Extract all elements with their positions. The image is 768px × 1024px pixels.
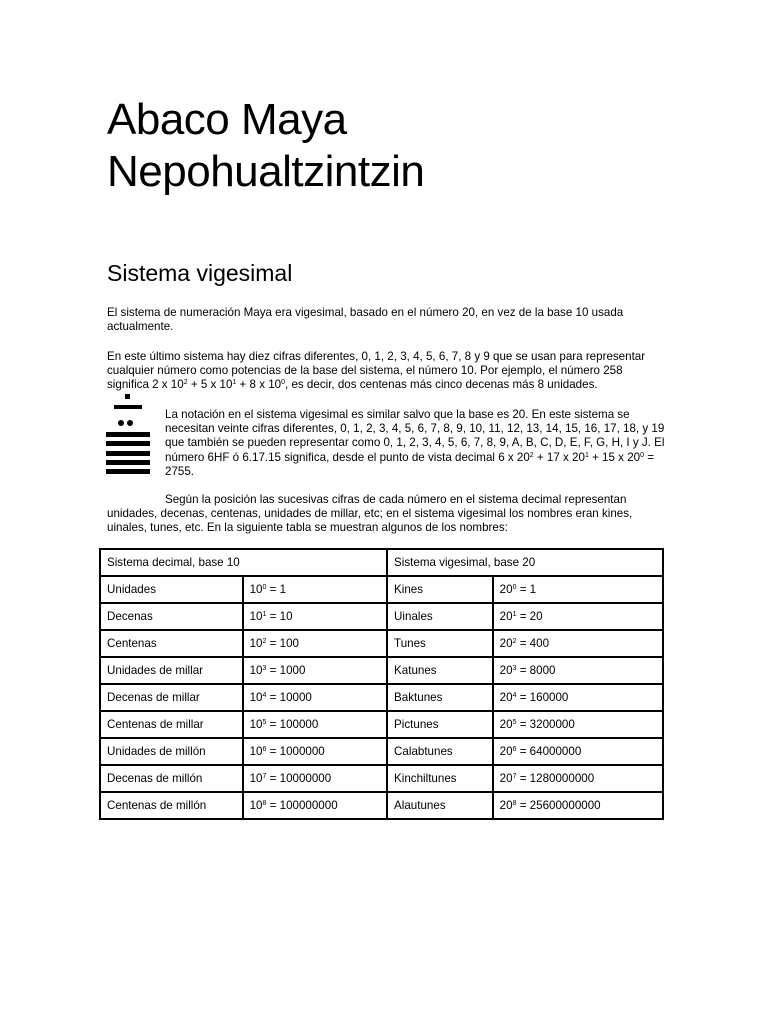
vigesimal-value-cell: $20^5 = 3200000$ xyxy=(493,711,663,738)
decimal-value-cell: $10^2 = 100$ xyxy=(243,630,387,657)
title-line-1: Abaco Maya xyxy=(107,95,347,144)
vigesimal-value-cell: $20^7 = 1280000000$ xyxy=(493,765,663,792)
decimal-value-cell: $10^3 = 1000$ xyxy=(243,657,387,684)
table-header-row xyxy=(100,549,663,576)
decimal-name-cell: Unidades de millón xyxy=(100,738,243,765)
vigesimal-name-cell: Tunes xyxy=(387,630,493,657)
vigesimal-name-cell: Calabtunes xyxy=(387,738,493,765)
paragraph-1: El sistema de numeración Maya era vigesimal, basado en el número 20, en vez de la base 10 usada actualmente. xyxy=(107,306,624,334)
vigesimal-name-cell: Pictunes xyxy=(387,711,493,738)
table-row xyxy=(100,738,663,765)
maya-numeral-glyph-icon xyxy=(106,394,152,474)
decimal-value-cell: $10^6 = 1000000$ xyxy=(243,738,387,765)
table-row xyxy=(100,765,663,792)
paragraph-4: Según la posición las sucesivas cifras de cada número en el sistema decimal representan unidades, decenas, centenas, unidades de millar, etc; en el sistema vigesimal los nombres eran kines, uinales, tunes, etc. En la siguiente tabla se muestran algunos de los nombres: xyxy=(107,493,633,535)
decimal-value-cell: $10^0 = 1$ xyxy=(243,576,387,603)
section-heading: Sistema vigesimal xyxy=(107,260,293,286)
vigesimal-name-cell: Kines xyxy=(387,576,493,603)
vigesimal-name-cell: Uinales xyxy=(387,603,493,630)
table-row xyxy=(100,603,663,630)
table-row xyxy=(100,630,663,657)
decimal-name-cell: Unidades de millar xyxy=(100,657,243,684)
table-row xyxy=(100,684,663,711)
table-row xyxy=(100,792,663,819)
decimal-value-cell: $10^1 = 10$ xyxy=(243,603,387,630)
decimal-value-cell: $10^7 = 10000000$ xyxy=(243,765,387,792)
decimal-name-cell: Unidades xyxy=(100,576,243,603)
title-line-2: Nepohualtzintzin xyxy=(107,147,425,196)
table-row xyxy=(100,657,663,684)
decimal-name-cell: Centenas de millar xyxy=(100,711,243,738)
decimal-value-cell: $10^5 = 100000$ xyxy=(243,711,387,738)
header-vigesimal: Sistema vigesimal, base 20 xyxy=(387,549,663,576)
vigesimal-value-cell: $20^2 = 400$ xyxy=(493,630,663,657)
vigesimal-value-cell: $20^4 = 160000$ xyxy=(493,684,663,711)
vigesimal-name-cell: Katunes xyxy=(387,657,493,684)
vigesimal-name-cell: Alautunes xyxy=(387,792,493,819)
decimal-value-cell: $10^4 = 10000$ xyxy=(243,684,387,711)
decimal-name-cell: Decenas de millón xyxy=(100,765,243,792)
header-decimal: Sistema decimal, base 10 xyxy=(100,549,387,576)
vigesimal-value-cell: $20^1 = 20$ xyxy=(493,603,663,630)
vigesimal-name-cell: Kinchiltunes xyxy=(387,765,493,792)
paragraph-3: La notación en el sistema vigesimal es similar salvo que la base es 20. En este sistema se necesitan veinte cifras diferentes, 0, 1, 2, 3, 4, 5, 6, 7, 8, 9, 10, 11, 12, 13, 14, 15, 16, 17, 18, y 19 que también se pueden representar como 0, 1, 2, 3, 4, 5, 6, 7, 8, 9, A, B, C, D, E, F, G, H, I y J. El número 6HF ó 6.17.15 significa, desde el punto de vista decimal 6 x $20^2 + 17$ x $20^1 + 15$ x $20^0 = 2755$. xyxy=(165,408,665,478)
numeral-system-table xyxy=(99,548,664,820)
vigesimal-name-cell: Baktunes xyxy=(387,684,493,711)
decimal-value-cell: $10^8 = 100000000$ xyxy=(243,792,387,819)
table-row xyxy=(100,711,663,738)
document-title xyxy=(107,94,424,198)
vigesimal-value-cell: $20^6 = 64000000$ xyxy=(493,738,663,765)
decimal-name-cell: Centenas de millón xyxy=(100,792,243,819)
paragraph-2: En este último sistema hay diez cifras diferentes, 0, 1, 2, 3, 4, 5, 6, 7, 8 y 9 que se usan para representar cualquier número como potencias de la base del sistema, el número 10. Por ejemplo, el número 258 significa 2 x $10^2 + 5$ x $10^1 + 8$ x $10^0$, es decir, dos centenas más cinco decenas más 8 unidades. xyxy=(107,350,646,392)
decimal-name-cell: Centenas xyxy=(100,630,243,657)
vigesimal-value-cell: $20^3 = 8000$ xyxy=(493,657,663,684)
vigesimal-value-cell: $20^0 = 1$ xyxy=(493,576,663,603)
vigesimal-value-cell: $20^8 = 25600000000$ xyxy=(493,792,663,819)
decimal-name-cell: Decenas xyxy=(100,603,243,630)
decimal-name-cell: Decenas de millar xyxy=(100,684,243,711)
table-row xyxy=(100,576,663,603)
